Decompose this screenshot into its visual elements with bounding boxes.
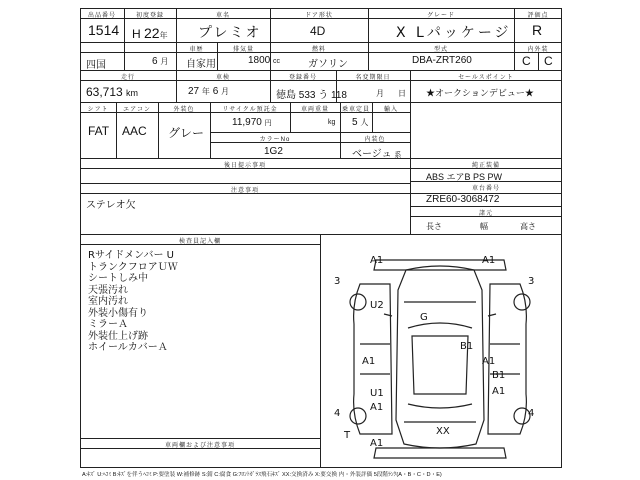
chassis-note-label: 車両欄および注意事項 (164, 443, 235, 449)
chassis-number: ZRE60-3068472 (426, 194, 500, 205)
damage-mark: 3 (334, 276, 341, 287)
notes-label: 注意事項 (230, 188, 259, 194)
inspection-month-suffix: 月 (221, 87, 230, 96)
weight-label: 車両重量 (300, 107, 329, 113)
interior-color: ベージュ (352, 149, 392, 160)
era: H (132, 27, 141, 41)
inspector-notes-list (88, 250, 314, 354)
interior-grade: C (522, 54, 531, 68)
damage-mark: U1 (370, 388, 384, 399)
dimensions-label: 諸元 (478, 211, 493, 217)
mileage-label: 走行 (120, 75, 135, 81)
capacity-label: 乗車定員 (341, 107, 370, 113)
inspector-note: 外装仕上げ跡 (88, 330, 148, 342)
weight-unit: kg (328, 119, 336, 126)
model-label: 型式 (433, 47, 448, 53)
plate-label: 登録番号 (288, 75, 317, 81)
damage-mark: 4 (334, 408, 341, 419)
recycle-label: リサイクル預託金 (222, 107, 278, 113)
mileage-unit: km (126, 88, 139, 98)
interior-exterior-label: 内外装 (527, 47, 549, 53)
inspection-month: 6 (212, 86, 219, 97)
plate: 徳島 533 う 118 (276, 90, 347, 101)
car-name: プレミオ (198, 25, 262, 41)
capacity: 5 (352, 117, 358, 128)
year-suffix: 年 (159, 31, 168, 40)
aircon: AAC (122, 124, 147, 138)
door-label: ドア形状 (305, 13, 333, 19)
inspector-note: ミラーＡ (88, 319, 128, 330)
month-suffix: 月 (160, 57, 169, 66)
inspector-note: Rサイドメンバー U (88, 250, 174, 261)
inspection-year: 27 (188, 86, 200, 97)
title-expiry-label: 名変期限日 (355, 75, 391, 81)
inspector-label: 検査員記入欄 (178, 239, 221, 245)
inspection-label: 車検 (215, 75, 230, 81)
dimension-height: 高さ (520, 222, 536, 231)
shift-label: シフト (87, 107, 109, 113)
month: 6 (152, 56, 158, 67)
inspector-note: トランクフロアＵＷ (88, 261, 178, 273)
interior-color-suffix: 系 (394, 152, 402, 159)
lot-number: 1514 (88, 22, 120, 38)
damage-mark: 3 (528, 276, 535, 287)
exterior-color-label: 外装色 (173, 107, 195, 113)
import-label: 輸入 (383, 107, 398, 113)
sales-point-label: セールスポイント (458, 75, 514, 81)
exterior-grade: C (544, 54, 553, 68)
first-registration-label: 初度登録 (135, 13, 164, 19)
inspector-note: 外装小傷有り (88, 307, 148, 319)
grade: X Lパッケージ (396, 25, 512, 41)
mileage: 63,713 (86, 85, 123, 99)
model-code: DBA-ZRT260 (412, 55, 472, 66)
interior-color-label: 内装色 (364, 137, 386, 143)
genuine-equipment: ABS エアB PS PW (426, 172, 503, 182)
car-name-label: 車名 (215, 13, 230, 19)
displacement-unit: cc (273, 58, 281, 65)
color-no: 1G2 (264, 146, 283, 157)
history-label: 車歴 (189, 47, 204, 53)
damage-mark: A1 (482, 255, 496, 266)
score: R (532, 22, 543, 38)
chassis-label: 車台番号 (471, 186, 500, 192)
inspector-note: シートしみ中 (88, 273, 148, 284)
inspector-note: 室内汚れ (88, 296, 128, 307)
dimension-width: 幅 (480, 222, 488, 231)
damage-mark: A1 (370, 438, 384, 449)
expiry-month-suffix: 月 (376, 89, 384, 98)
region: 四国 (86, 60, 106, 71)
lot-number-label: 出品番号 (87, 13, 116, 19)
sales-point: ★オークションデビュー★ (426, 88, 534, 98)
damage-mark: A1 (362, 356, 376, 367)
damage-mark: A1 (492, 386, 506, 397)
grade-label: グレード (426, 13, 455, 19)
capacity-unit: 人 (360, 118, 369, 127)
color-no-label: カラーNo (259, 137, 291, 143)
expiry-day-suffix: 日 (398, 89, 406, 98)
damage-mark: A1 (370, 402, 384, 413)
genuine-equipment-label: 純正装備 (471, 163, 500, 169)
shift: FAT (88, 124, 110, 138)
doors: 4D (310, 24, 326, 38)
auction-sheet (80, 8, 562, 468)
damage-mark: B1 (460, 341, 474, 352)
damage-mark: T (344, 430, 351, 441)
legend: A:ｷｽﾞ U:ﾍｺﾐ B:ｷｽﾞを伴うﾍｺﾐ P:要塗装 W:補修跡 S:錆 C:腐食 G:ﾌﾛﾝﾄｶﾞﾗｽ飛石ｷｽﾞ XX:交換済み X:要交換 内・外装評価 5段階ﾗﾝｸ(A・B・C・D・E) (82, 472, 442, 478)
score-label: 評価点 (527, 13, 549, 19)
dimension-length: 長さ (426, 222, 442, 231)
exterior-color: グレー (168, 126, 205, 140)
inspection-year-suffix: 年 (201, 87, 210, 96)
inspector-note: 天張汚れ (88, 284, 128, 296)
damage-mark: A1 (370, 255, 384, 266)
note: ステレオ欠 (86, 200, 136, 211)
fuel: ガソリン (308, 59, 348, 70)
damage-mark: 4 (528, 408, 535, 419)
recycle-unit: 円 (264, 120, 272, 127)
recycle-fee: 11,970 (232, 117, 262, 128)
damage-mark: U2 (370, 300, 384, 311)
year: 22 (144, 25, 160, 41)
aircon-label: エアコン (123, 107, 151, 113)
displacement: 1800 (248, 55, 271, 66)
vehicle-use: 自家用 (186, 59, 216, 70)
damage-mark: XX (436, 426, 450, 437)
damage-mark: G (420, 312, 428, 323)
after-sale-label: 後日提示事項 (223, 163, 266, 169)
displacement-label: 排気量 (232, 47, 254, 53)
inspector-note: ホイールカバーＡ (88, 342, 168, 353)
damage-mark: B1 (492, 370, 506, 381)
damage-mark: A1 (482, 356, 496, 367)
fuel-label: 燃料 (311, 47, 326, 53)
